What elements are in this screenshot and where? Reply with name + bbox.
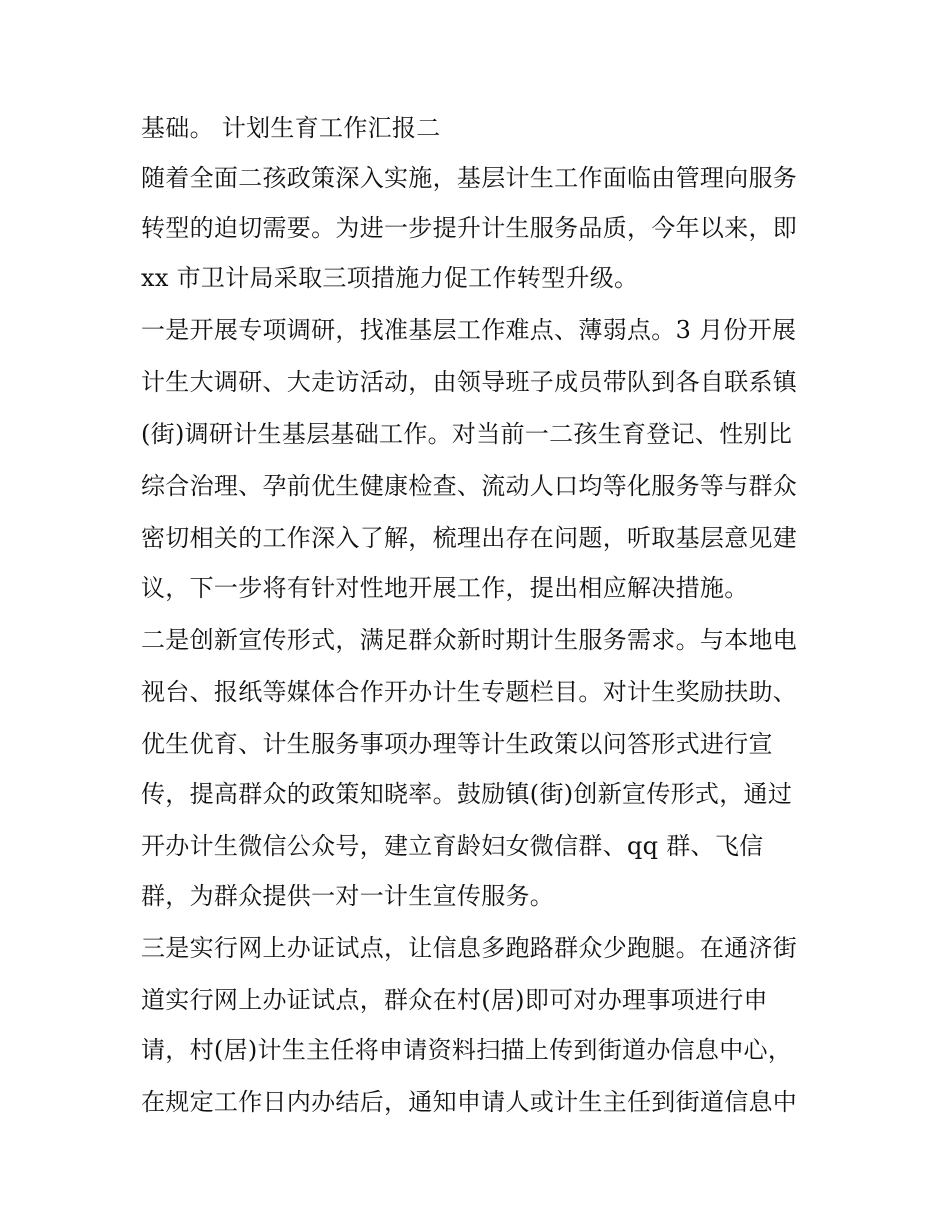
text-line: 传，提高群众的政策知晓率。鼓励镇(街)创新宣传形式，通过 (141, 780, 793, 808)
text-line: 在规定工作日内办结后，通知申请人或计生主任到街道信息中 (141, 1088, 798, 1116)
text-line: 三是实行网上办证试点，让信息多跑路群众少跑腿。在通济街 (141, 934, 798, 962)
text-line: 视台、报纸等媒体合作开办计生专题栏目。对计生奖励扶助、 (141, 678, 798, 706)
text-line: 转型的迫切需要。为进一步提升计生服务品质，今年以来，即 (141, 214, 798, 242)
text-line: 优生优育、计生服务事项办理等计生政策以问答形式进行宣 (141, 730, 773, 758)
text-line: 一是开展专项调研，找准基层工作难点、薄弱点。3 月份开展 (141, 316, 797, 344)
text-line: 二是创新宣传形式，满足群众新时期计生服务需求。与本地电 (141, 626, 798, 654)
text-line: (街)调研计生基层基础工作。对当前一二孩生育登记、性别比 (141, 420, 793, 448)
text-line: 基础。 计划生育工作汇报二 (141, 114, 441, 142)
text-line: 综合治理、孕前优生健康检查、流动人口均等化服务等与群众 (141, 472, 798, 500)
text-line: 请，村(居)计生主任将申请资料扫描上传到街道办信息中心， (141, 1036, 793, 1064)
text-line: 道实行网上办证试点，群众在村(居)即可对办理事项进行申 (141, 986, 768, 1014)
text-line: xx 市卫计局采取三项措施力促工作转型升级。 (141, 264, 639, 292)
text-line: 随着全面二孩政策深入实施，基层计生工作面临由管理向服务 (141, 164, 798, 192)
text-line: 群，为群众提供一对一计生宣传服务。 (141, 882, 555, 910)
text-line: 计生大调研、大走访活动，由领导班子成员带队到各自联系镇 (141, 368, 798, 396)
text-line: 密切相关的工作深入了解，梳理出存在问题，听取基层意见建 (141, 524, 798, 552)
text-line: 开办计生微信公众号，建立育龄妇女微信群、qq 群、飞信 (141, 832, 764, 860)
text-line: 议，下一步将有针对性地开展工作，提出相应解决措施。 (141, 574, 749, 602)
